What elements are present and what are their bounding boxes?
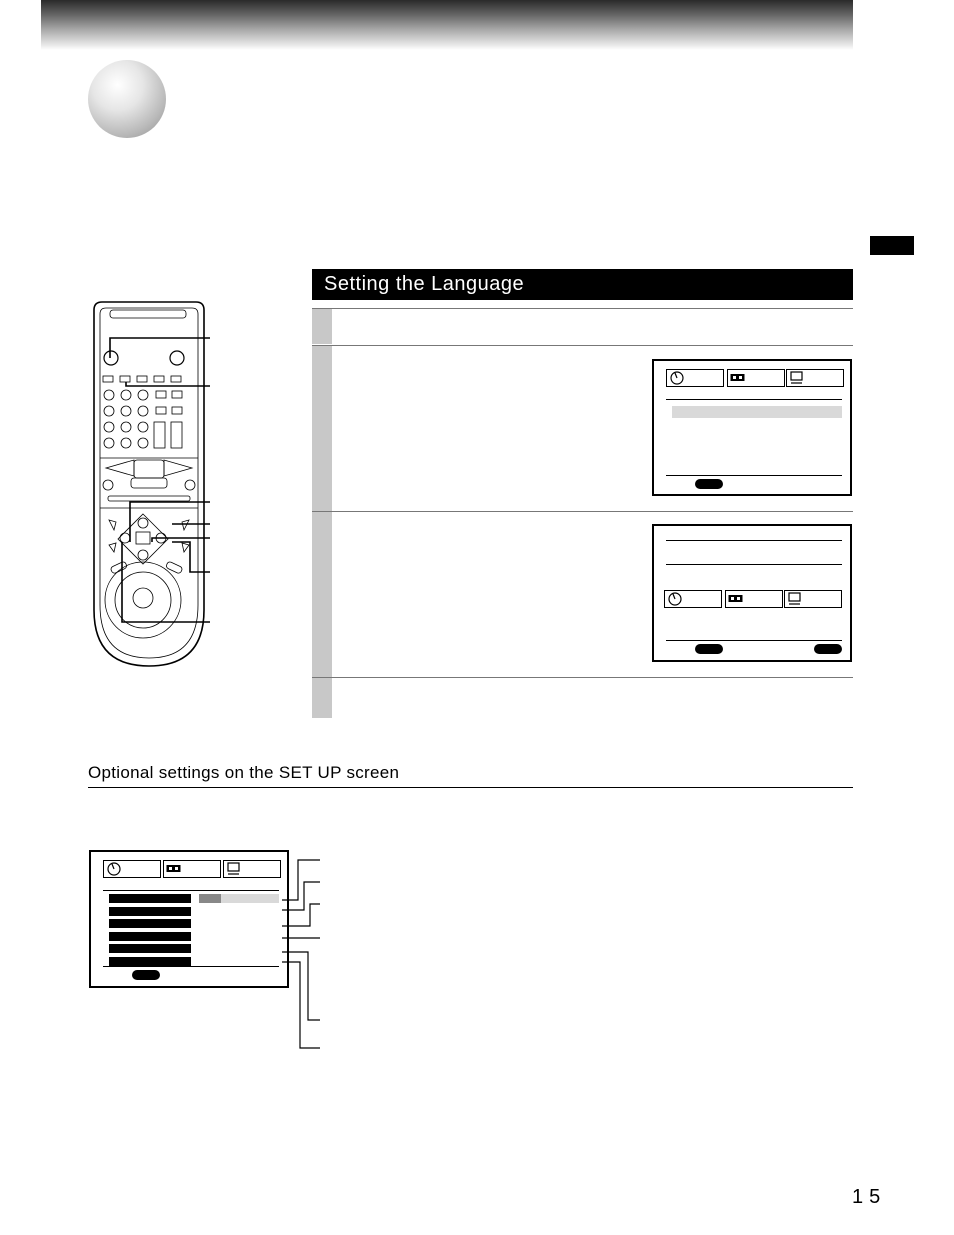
cassette-icon [728,594,744,604]
optional-callout-lines [280,852,324,1052]
step-divider [312,677,853,678]
cassette-icon [730,373,746,383]
heading-underline [88,787,853,788]
remote-callout-lines [100,330,215,630]
monitor-icon [226,861,242,877]
monitor-tab [786,369,844,387]
screen-divider [103,890,279,891]
step-3-bar [312,512,332,677]
clock-tab [103,860,161,878]
clock-tab [666,369,724,387]
chapter-sphere-icon [88,60,166,138]
cassette-icon [166,864,182,874]
monitor-icon [787,591,803,607]
clock-icon [667,591,683,607]
setup-button-icon [695,644,723,654]
cassette-tab [725,590,783,608]
monitor-icon [789,370,805,386]
screen-divider [666,564,842,565]
cassette-tab [727,369,785,387]
cassette-tab [163,860,221,878]
menu-item-row [109,919,191,928]
clock-tab [664,590,722,608]
screen-divider [666,399,842,400]
menu-item-row [109,932,191,941]
screen-divider [103,966,279,967]
page-number: 15 [852,1186,887,1208]
step-divider [312,511,853,512]
section-title: Setting the Language [324,273,525,295]
screen-divider [666,540,842,541]
clock-icon [106,861,122,877]
setup-button-icon [695,479,723,489]
setup-screen-step-3 [652,524,852,662]
setup-screen-optional [89,850,289,988]
menu-item-row [109,894,191,903]
header-gradient-band [41,0,853,50]
return-button-icon [814,644,842,654]
menu-item-row [109,957,191,966]
setup-screen-step-2 [652,359,852,496]
setup-button-icon [132,970,160,980]
monitor-tab [784,590,842,608]
menu-item-row [109,944,191,953]
section-title-bar [312,269,853,300]
chapter-index-tab [870,236,914,255]
step-divider [312,345,853,346]
optional-settings-heading: Optional settings on the SET UP screen [88,763,400,782]
selected-value-marker [199,894,221,903]
step-4-bar [312,678,332,718]
monitor-tab [223,860,281,878]
screen-divider [666,475,842,476]
highlighted-menu-row [672,406,842,418]
clock-icon [669,370,685,386]
step-divider [312,308,853,309]
selected-value-row [221,894,279,903]
screen-divider [666,640,842,641]
step-1-bar [312,309,332,344]
menu-item-row [109,907,191,916]
step-2-bar [312,346,332,511]
